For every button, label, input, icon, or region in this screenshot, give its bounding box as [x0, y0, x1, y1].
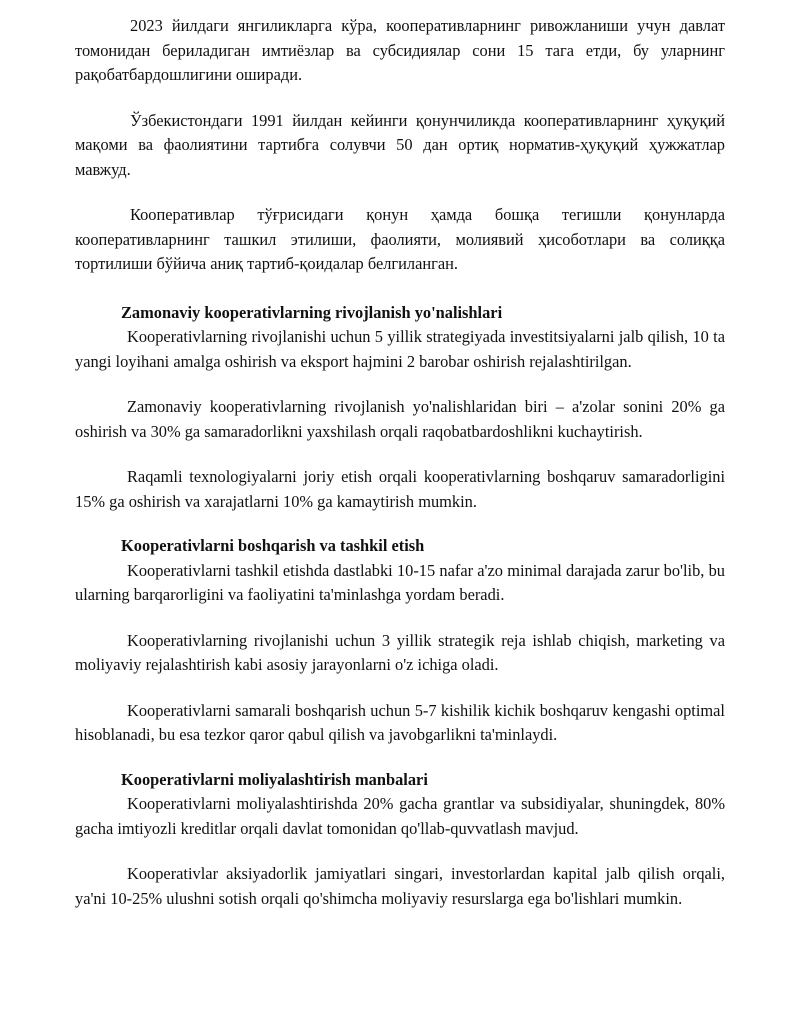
paragraph: 2023 йилдаги янгиликларга кўра, кооперативларнинг ривожланиши учун давлат томонидан бериладиган имтиёзлар ва субсидиялар сони 15 тага етди, бу уларнинг рақобатбардошлигини оширади.: [75, 16, 725, 84]
paragraph: Raqamli texnologiyalarni joriy etish orqali kooperativlarning boshqaruv samaradorligini 15% ga oshirish va xarajatlarni 10% ga kamaytirish mumkin.: [75, 467, 725, 511]
section-heading: Kooperativlarni moliyalashtirish manbalari: [121, 769, 428, 789]
paragraph: Ўзбекистондаги 1991 йилдан кейинги қонунчиликда кооперативларнинг ҳуқуқий мақоми ва фаолиятини тартибга солувчи 50 дан ортиқ норматив-ҳуқуқий ҳужжатлар мавжуд.: [75, 110, 725, 179]
paragraph: Zamonaviy kooperativlarning rivojlanish yo'nalishlaridan biri – a'zolar sonini 20% ga oshirish va 30% ga samaradorlikni yaxshilash orqali raqobatbardoshlikni kuchaytirish.: [75, 397, 725, 441]
paragraph: Kooperativlarni samarali boshqarish uchun 5-7 kishilik kichik boshqaruv kengashi optimal hisoblanadi, bu esa tezkor qaror qabul qilish va javobgarlikni ta'minlaydi.: [75, 700, 725, 744]
paragraph: Kooperativlarni tashkil etishda dastlabki 10-15 nafar a'zo minimal darajada zarur bo'lib, bu ularning barqarorligini va faoliyatini ta'minlashga yordam beradi.: [75, 560, 725, 604]
paragraph: Кооперативлар тўғрисидаги қонун ҳамда бошқа тегишли қонунларда кооперативларнинг ташкил этилиши, фаолияти, молиявий ҳисоботлари ва солиққа тортилиши бўйича аниқ тартиб-қоидалар белгиланган.: [75, 205, 725, 273]
paragraph: Kooperativlarning rivojlanishi uchun 5 yillik strategiyada investitsiyalarni jalb qilish, 10 ta yangi loyihani amalga oshirish va eksport hajmini 2 barobar oshirish rejalashtirilgan.: [75, 327, 725, 371]
section-heading: Zamonaviy kooperativlarning rivojlanish yo'nalishlari: [121, 302, 503, 322]
paragraph: Kooperativlarning rivojlanishi uchun 3 yillik strategik reja ishlab chiqish, marketing va moliyaviy rejalashtirish kabi asosiy jarayonlarni o'z ichiga oladi.: [75, 630, 725, 674]
paragraph: Kooperativlarni moliyalashtirishda 20% gacha grantlar va subsidiyalar, shuningdek, 80% gacha imtiyozli kreditlar orqali davlat tomonidan qo'llab-quvvatlash mavjud.: [75, 794, 725, 838]
paragraph: Kooperativlar aksiyadorlik jamiyatlari singari, investorlardan kapital jalb qilish orqali, ya'ni 10-25% ulushni sotish orqali qo'shimcha moliyaviy resurslarga ega bo'lishlari mumkin.: [75, 864, 725, 908]
section-heading: Kooperativlarni boshqarish va tashkil etish: [121, 536, 425, 555]
